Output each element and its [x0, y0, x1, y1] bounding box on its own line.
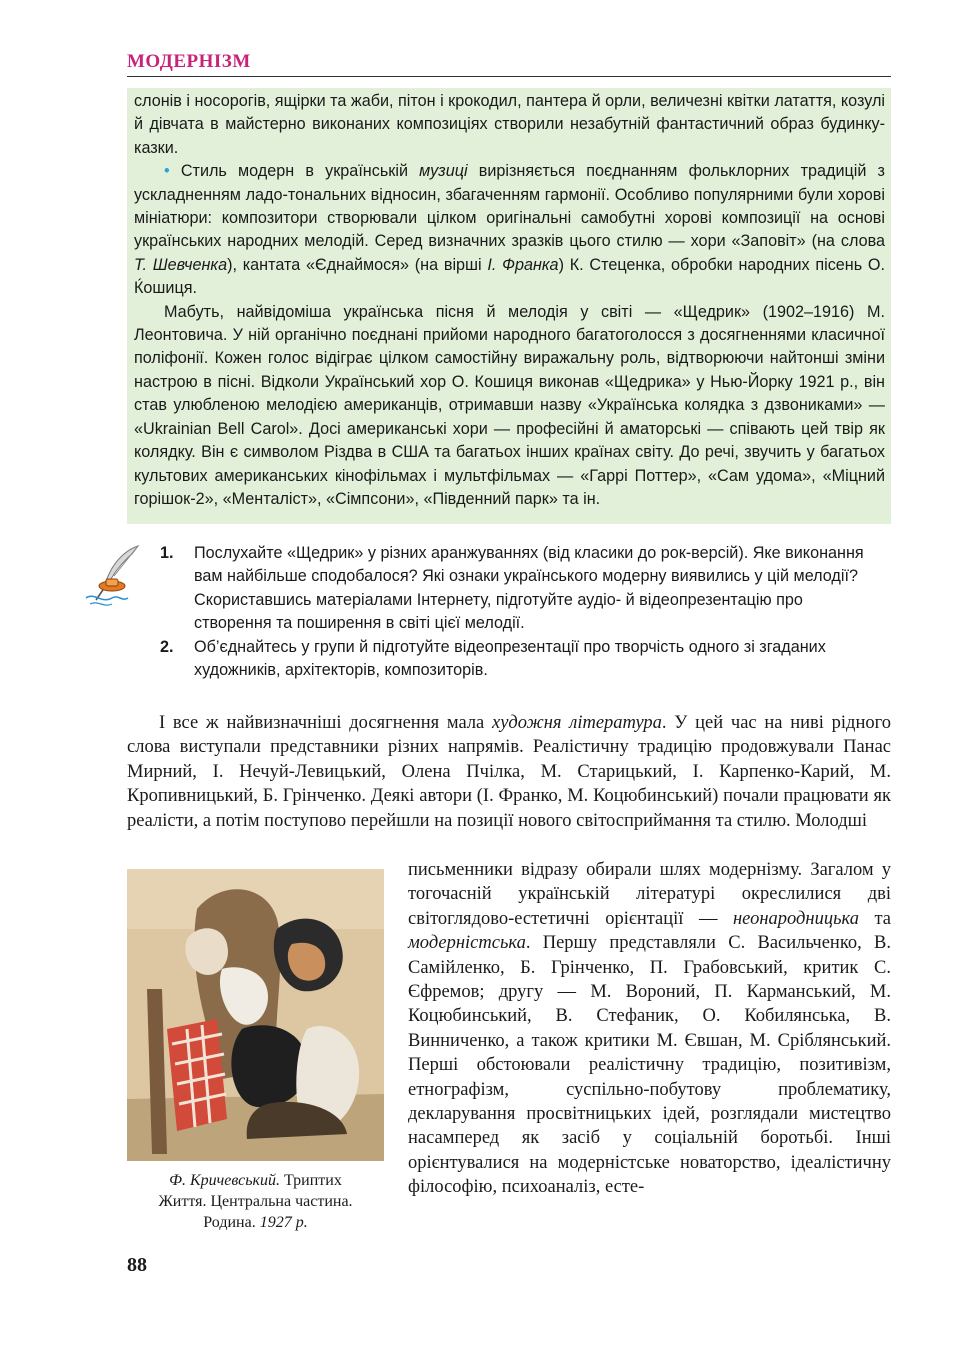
page-header [127, 48, 891, 77]
task-item-1 [160, 542, 880, 636]
section-title: МОДЕРНІЗМ [127, 51, 251, 72]
task-text: Послухайте «Щедрик» у різних аранжуваннях (від класики до рок-версій). Яке виконання вам найбільше сподобалося? Які ознаки українського модерну виявились у цій мелодії? Скориставшись матеріалами Інтернету, підготуйте аудіо- й відеопрезентацію про створення та поширення в світі цієї мелодії. [194, 544, 864, 633]
box-paragraph-2: • Стиль модерн в українській музиці вирізняється поєднанням фольклорних традицій з ускладненням ладо-тональних відносин, збагаченням гармонії. Особливо популярними були хорові мініатюри: композитори створювали цілком оригінальні самобутні хорові композиції на основі українських народних мелодій. Серед визначних зразків цього стилю — хори «Заповіт» (на слова Т. Шевченка), кантата «Єднаймося» (на вірші І. Франка) К. Стеценка, обробки народних пісень О. Ќошиця. [134, 162, 886, 298]
box-paragraph-3: Мабуть, найвідоміша українська пісня й мелодія у світі — «Щедрик» (1902–1916) М. Леонтовича. У ній органічно поєднані прийоми народного багатоголосся з досягненнями класичної поліфонії. Кожен голос відіграє цілком самостійну виражальну роль, відтворюючи найтонші зміни настрою в пісні. Відколи Український хор О. Кошиця виконав «Щедрика» у Нью-Йорку 1921 р., він став улюбленою мелодією американців, отримавши назву «Українська колядка з дзвониками» — «Ukrainian Bell Carol». Досі американські хори — професійні й аматорські — співають цей твір як колядку. Він є символом Різдва в США та багатьох інших країнах світу. До речі, звучить у багатьох культових американських кінофільмах і мультфільмах — «Гаррі Поттер», «Сам удома», «Міцний горішок-2», «Менталіст», «Сімпсони», «Південний парк» та ін. [134, 302, 885, 508]
task-item-2 [160, 636, 880, 683]
music-info-box [127, 88, 891, 524]
main-paragraph-continued: письменники відразу обирали шлях модернізму. Загалом у тогочасній українській літературі окреслилися дві світоглядово-естетичні орієнтації — неонародницька та модерністська. Першу представляли С. Васильченко, В. Самійленко, Б. Грінченко, П. Грабовський, критик С. Єфремов; другу — М. Вороний, П. Карманський, М. Коцюбинський, В. Стефаник, О. Кобилянська, В. Винниченко, а також критики М. Євшан, М. Сріблянський. Перші обстоювали реалістичну традицію, позитивізм, етнографізм, суспільно-побутову проблематику, декларування просвітницьких ідей, розглядали мистецтво насамперед як засіб у соціальній боротьбі. Інші орієнтувалися на модерністське новаторство, ідеалістичну філософію, психоаналіз, есте- [408, 860, 891, 1198]
caption-line-3: Родина. 1927 р. [203, 1214, 308, 1231]
page-number: 88 [127, 1254, 147, 1276]
task-number: 2. [160, 638, 174, 656]
main-paragraph: І все ж найвизначніші досягнення мала художня література. У цей час на ниві рідного слова виступали представники різних напрямів. Реалістичну традицію продовжували Панас Мирний, І. Нечуй-Левицький, Олена Пчілка, М. Старицький, І. Карпенко-Карий, М. Кропивницький, Б. Грінченко. Деякі автори (І. Франко, М. Коцюбинський) почали працювати як реалісти, а потім поступово перейшли на позиції нового світосприймання та стилю. Молодші [127, 713, 891, 831]
main-text-right-column [408, 858, 891, 1200]
bullet-icon: • [164, 162, 170, 181]
quill-pen-icon [82, 542, 144, 610]
box-paragraph-1: слонів і носорогів, ящірки та жаби, пітон і крокодил, пантера й орли, величезні квітки латаття, козулі й дівчата в майстерно виконаних композиціях створили незабутній фантастичний образ будинку-казки. [134, 92, 885, 157]
main-text-top [127, 711, 891, 833]
task-text: Об’єднайтесь у групи й підготуйте відеопрезентації про творчість одного зі згаданих художників, архітекторів, композиторів. [194, 638, 826, 680]
caption-line-2: Життя. Центральна частина. [158, 1193, 353, 1210]
caption-line-1: Ф. Кричевський. Триптих [169, 1172, 342, 1189]
task-number: 1. [160, 544, 174, 562]
painting-caption [127, 1170, 384, 1233]
tasks-section [82, 540, 891, 685]
painting-image [127, 869, 384, 1161]
